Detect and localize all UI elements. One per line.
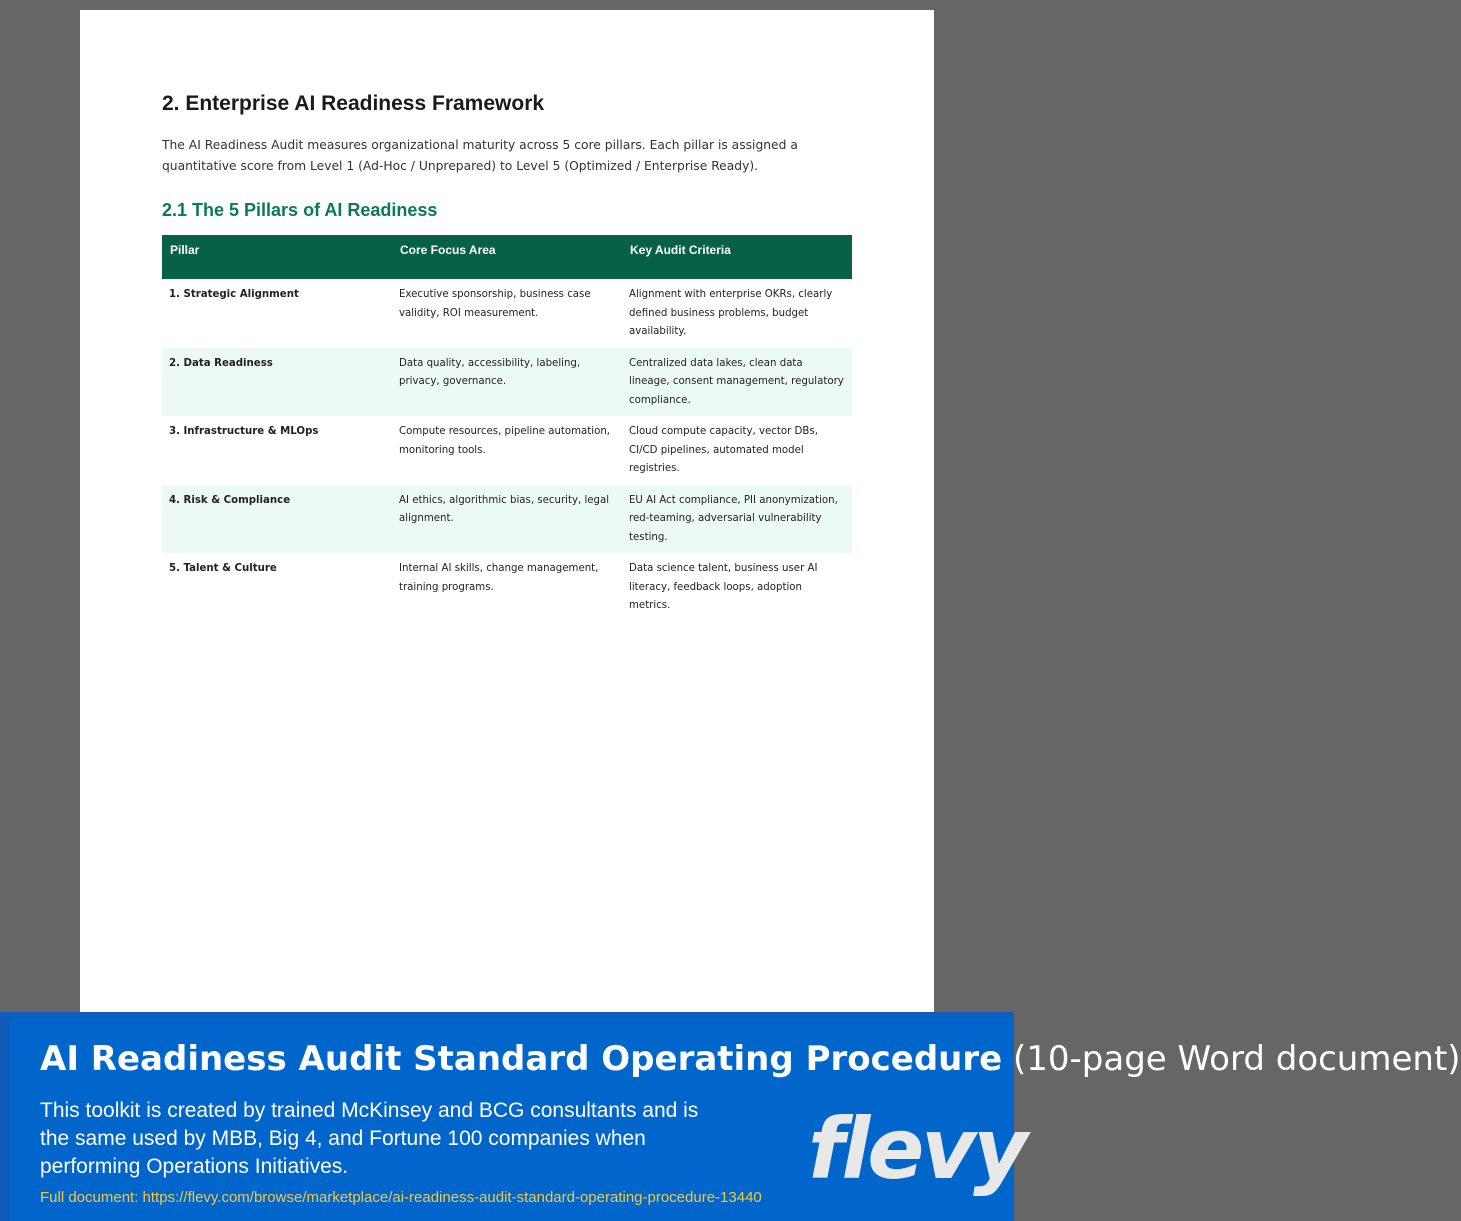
table-row bbox=[162, 485, 852, 554]
header-core-focus-area: Core Focus Area bbox=[392, 235, 622, 279]
banner-title-strong: AI Readiness Audit Standard Operating Procedure bbox=[40, 1039, 1003, 1079]
focus-cell: Compute resources, pipeline automation, monitoring tools. bbox=[399, 426, 611, 456]
header-pillar: Pillar bbox=[162, 235, 392, 279]
full-document-link[interactable]: Full document: https://flevy.com/browse/marketplace/ai-readiness-audit-standard-operating-procedure-13440 bbox=[40, 1189, 762, 1206]
header-key-audit-criteria: Key Audit Criteria bbox=[622, 235, 852, 279]
criteria-cell: Cloud compute capacity, vector DBs, CI/CD pipelines, automated model registries. bbox=[629, 426, 818, 474]
pillar-cell: 2. Data Readiness bbox=[162, 348, 392, 417]
subsection-title: 2.1 The 5 Pillars of AI Readiness bbox=[162, 200, 438, 220]
pillar-cell: 5. Talent & Culture bbox=[169, 563, 277, 574]
table-row bbox=[162, 348, 852, 417]
flevy-logo: flevy bbox=[808, 1100, 1025, 1198]
pillar-cell: 4. Risk & Compliance bbox=[162, 485, 392, 554]
pillar-cell: 1. Strategic Alignment bbox=[169, 289, 299, 300]
criteria-cell: EU AI Act compliance, PII anonymization, red-teaming, adversarial vulnerability testing. bbox=[622, 485, 852, 554]
banner-title bbox=[40, 1039, 1461, 1079]
pillar-cell: 3. Infrastructure & MLOps bbox=[169, 426, 319, 437]
promo-banner bbox=[0, 1012, 1461, 1221]
focus-cell: Data quality, accessibility, labeling, privacy, governance. bbox=[392, 348, 622, 417]
criteria-cell: Centralized data lakes, clean data lineage, consent management, regulatory compliance. bbox=[622, 348, 852, 417]
criteria-cell: Data science talent, business user AI literacy, feedback loops, adoption metrics. bbox=[629, 563, 818, 611]
table-row bbox=[162, 553, 852, 622]
table-row bbox=[162, 279, 852, 348]
section-title: 2. Enterprise AI Readiness Framework bbox=[162, 92, 545, 115]
intro-paragraph: The AI Readiness Audit measures organizational maturity across 5 core pillars. Each pillar is assigned a quantitative score from Level 1 (Ad-Hoc / Unprepared) to Level 5 (Optimized / Enterprise Ready). bbox=[162, 138, 798, 173]
promo-banner-panel bbox=[10, 1017, 1461, 1221]
criteria-cell: Alignment with enterprise OKRs, clearly defined business problems, budget availability. bbox=[629, 289, 833, 337]
focus-cell: AI ethics, algorithmic bias, security, legal alignment. bbox=[392, 485, 622, 554]
banner-description: This toolkit is created by trained McKinsey and BCG consultants and is the same used by MBB, Big 4, and Fortune 100 companies when performing Operations Initiatives. bbox=[40, 1099, 699, 1178]
banner-title-rest: (10-page Word document) bbox=[1002, 1039, 1461, 1079]
document-page bbox=[80, 10, 934, 1014]
table-row bbox=[162, 416, 852, 485]
table-header-row bbox=[162, 235, 852, 279]
focus-cell: Internal AI skills, change management, training programs. bbox=[399, 563, 599, 593]
pillars-table bbox=[162, 235, 852, 622]
focus-cell: Executive sponsorship, business case validity, ROI measurement. bbox=[399, 289, 591, 319]
